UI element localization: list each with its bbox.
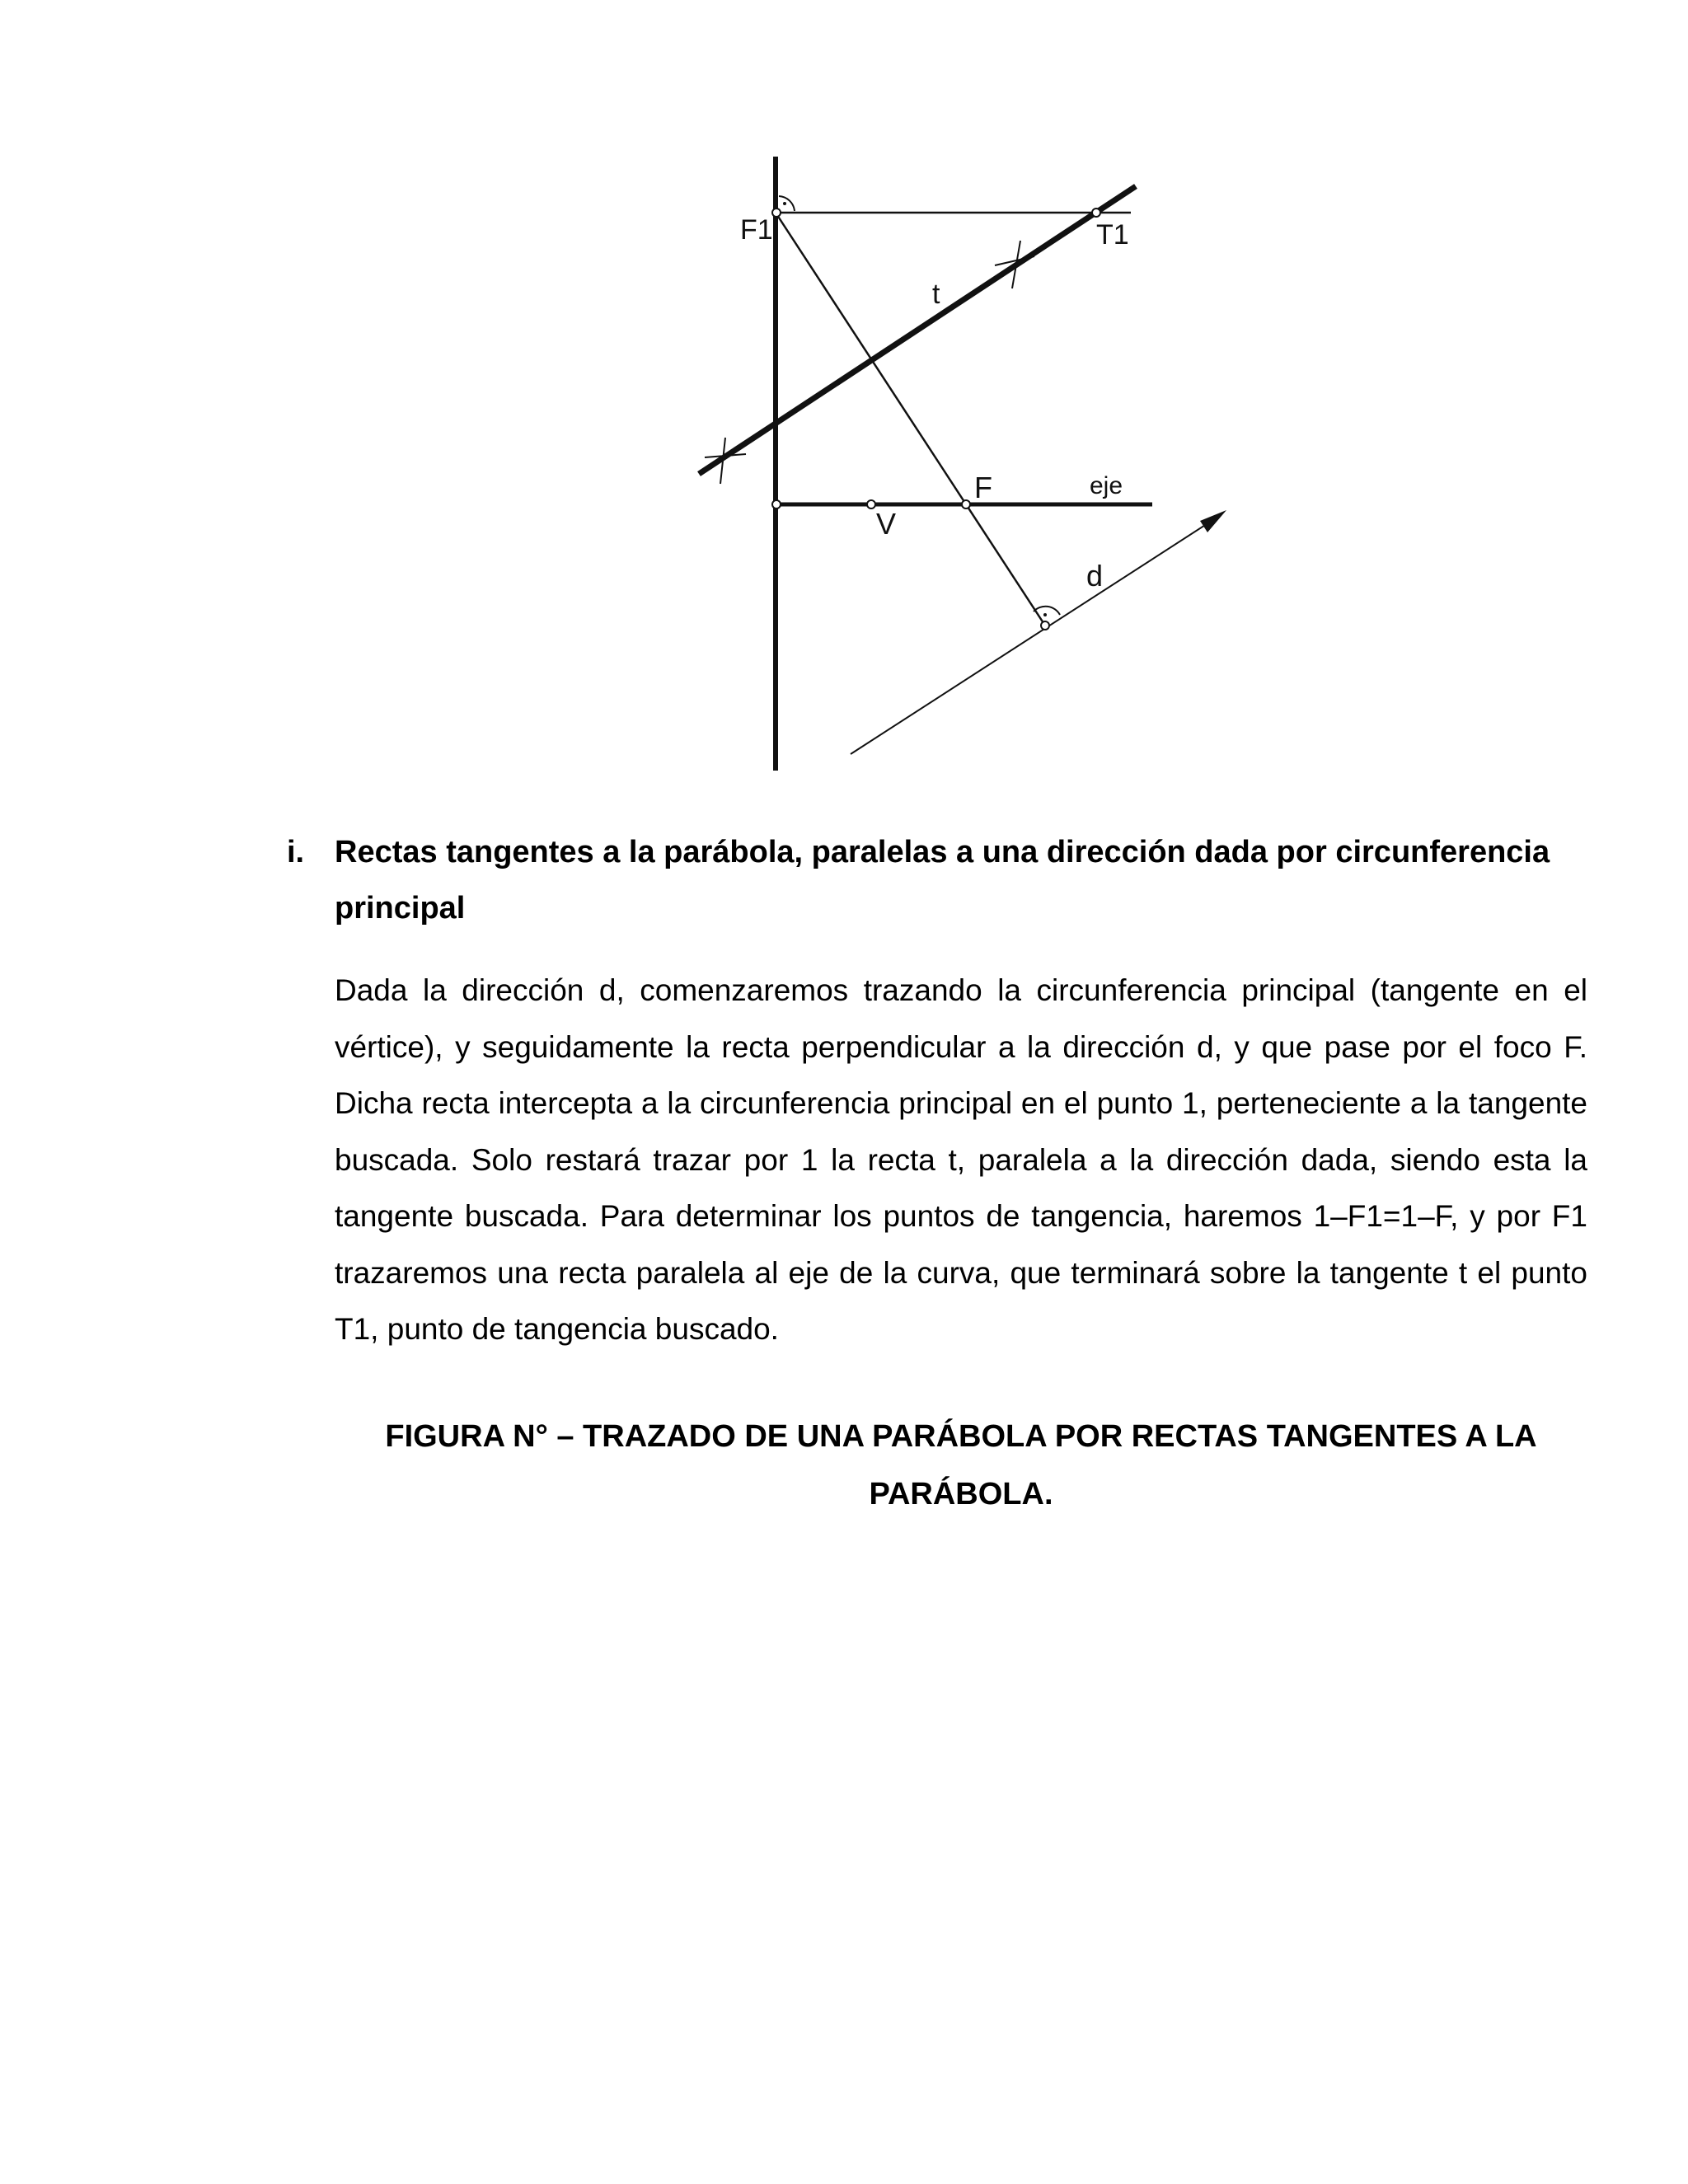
right-angle-dot-f1: [783, 202, 786, 205]
point-f: [962, 500, 970, 509]
label-v: V: [876, 507, 897, 541]
point-vertex-base: [772, 500, 781, 509]
point-f1: [772, 209, 781, 217]
label-eje: eje: [1090, 472, 1123, 499]
right-angle-mark-f1: [779, 196, 795, 211]
geometry-figure: [0, 0, 1688, 824]
section-heading: [287, 824, 1606, 936]
direction-arrowhead: [1200, 510, 1226, 532]
figure-caption: FIGURA N° – TRAZADO DE UNA PARÁBOLA POR RECTAS TANGENTES A LA PARÁBOLA.: [385, 1419, 1537, 1511]
label-f1: F1: [740, 214, 773, 246]
point-t1: [1092, 209, 1100, 217]
label-d: d: [1086, 559, 1104, 593]
right-angle-dot-d: [1043, 613, 1047, 616]
section-title: Rectas tangentes a la parábola, paralelas a una dirección dada por circunferencia principal: [335, 835, 1550, 926]
point-v: [867, 500, 875, 509]
point-d-foot: [1041, 621, 1049, 630]
label-t1: T1: [1096, 219, 1129, 251]
body-paragraph: Dada la dirección d, comenzaremos trazando la circunferencia principal (tangente en el vértice), y seguidamente la recta perpendicular a la dirección d, y que pase por el foco F. Dicha recta intercepta a la circunferencia principal en el punto 1, perteneciente a la tangente buscada. Solo restará trazar por 1 la recta t, paralela a la dirección dada, siendo esta la tangente buscada. Para determinar los puntos de tangencia, haremos 1–F1=1–F, y por F1 trazaremos una recta paralela al eje de la curva, que terminará sobre la tangente t el punto T1, punto de tangencia buscado.: [335, 973, 1587, 1346]
label-f: F: [974, 471, 992, 504]
direction-line-d: [851, 521, 1212, 754]
section-number: i.: [287, 835, 305, 869]
label-t: t: [932, 279, 940, 310]
